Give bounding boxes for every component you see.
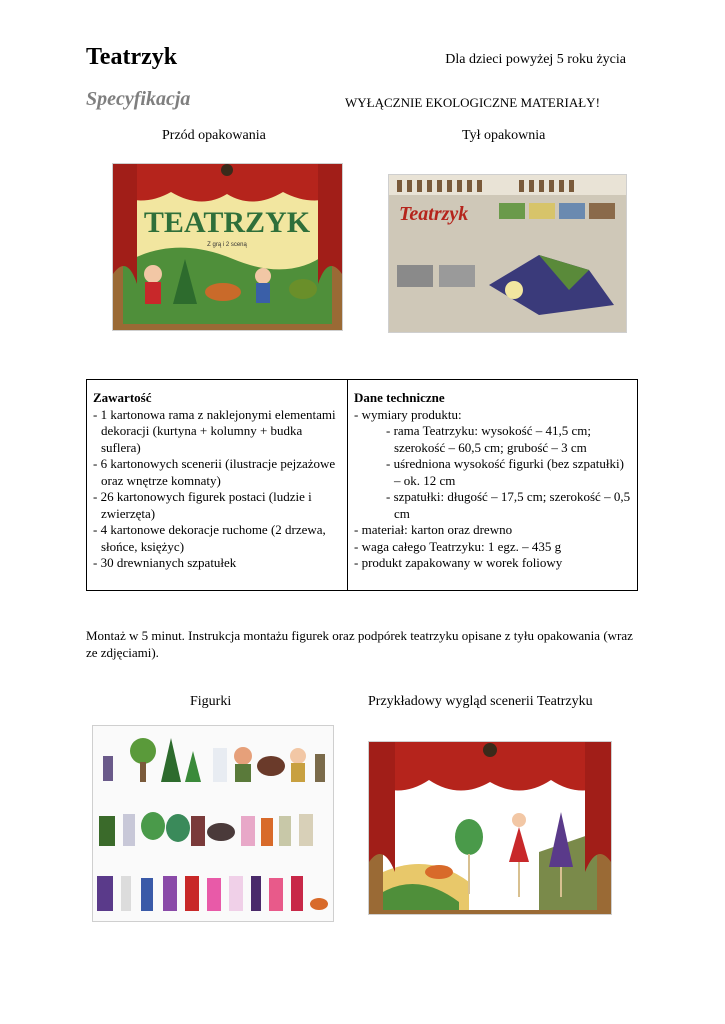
tech-data-subitem: - szpatułki: długość – 17,5 cm; szerokość – 0,5 cm: [386, 489, 631, 521]
package-back-illustration: [389, 175, 626, 332]
package-front-photo: [112, 163, 343, 331]
box-subtitle-text: Z grą i 2 sceną: [207, 242, 247, 248]
tech-data-subitem: - uśredniona wysokość figurki (bez szpatułki) – ok. 12 cm: [386, 456, 624, 488]
contents-item: - 26 kartonowych figurek postaci (ludzie i zwierzęta): [93, 489, 312, 521]
age-note: Dla dzieci powyżej 5 roku życia: [445, 52, 626, 67]
contents-heading: Zawartość: [93, 390, 152, 405]
package-front-illustration: [113, 164, 342, 330]
caption-figures: Figurki: [190, 694, 232, 709]
tech-data-column: [348, 380, 637, 590]
figures-illustration: [93, 726, 333, 921]
scenery-illustration: [369, 742, 611, 914]
eco-note: WYŁĄCZNIE EKOLOGICZNE MATERIAŁY!: [345, 95, 600, 110]
tech-data-item: - materiał: karton oraz drewno: [354, 522, 513, 537]
contents-column: [87, 380, 348, 590]
figures-photo: [92, 725, 334, 922]
assembly-note: Montaż w 5 minut. Instrukcja montażu figurek oraz podpórek teatrzyku opisane z tyłu opakowania (wraz ze zdjęciami).: [86, 628, 633, 660]
box-title-text: TEATRZYK: [143, 206, 311, 239]
page-title: Teatrzyk: [86, 44, 178, 70]
back-logo-text: Teatrzyk: [399, 203, 469, 225]
tech-data-heading: Dane techniczne: [354, 390, 445, 405]
spec-table: [86, 379, 638, 591]
caption-back: Tył opakownia: [462, 128, 546, 143]
section-title-spec: Specyfikacja: [86, 88, 191, 110]
contents-item: - 4 kartonowe dekoracje ruchome (2 drzewa, słońce, księżyc): [93, 522, 326, 554]
contents-item: - 1 kartonowa rama z naklejonymi elementami dekoracji (kurtyna + kolumny + budka suflera): [93, 406, 336, 455]
contents-item: - 6 kartonowych scenerii (ilustracje pejzażowe oraz wnętrze komnaty): [93, 456, 336, 488]
contents-item: - 30 drewnianych szpatułek: [93, 555, 237, 570]
tech-data-item: - wymiary produktu:: [354, 406, 462, 422]
tech-data-subitem: - rama Teatrzyku: wysokość – 41,5 cm; szerokość – 60,5 cm; grubość – 3 cm: [386, 423, 591, 455]
scenery-photo: [368, 741, 612, 915]
caption-front: Przód opakowania: [162, 128, 266, 143]
tech-data-item: - produkt zapakowany w worek foliowy: [354, 555, 563, 570]
tech-data-item: - waga całego Teatrzyku: 1 egz. – 435 g: [354, 538, 562, 554]
package-back-photo: [388, 174, 627, 333]
caption-scenery: Przykładowy wygląd scenerii Teatrzyku: [368, 694, 593, 709]
